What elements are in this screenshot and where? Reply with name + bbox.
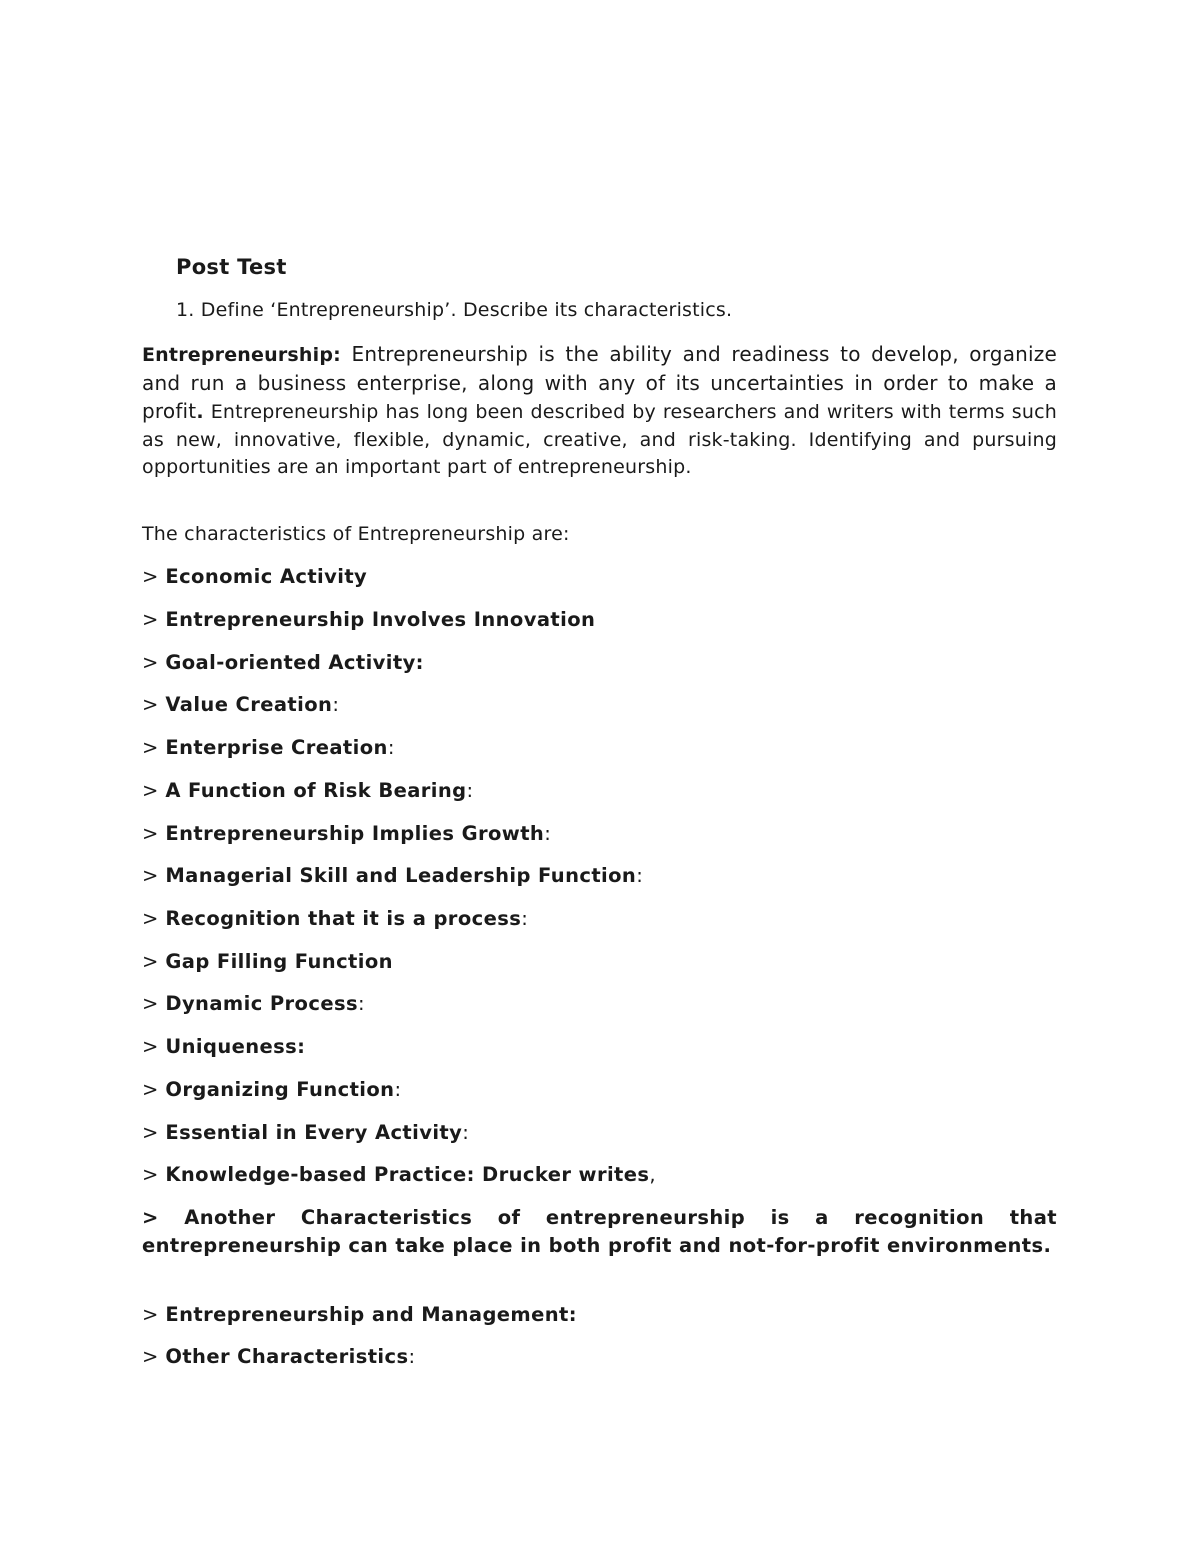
characteristic-item [142, 1345, 415, 1368]
characteristic-label: Entrepreneurship Involves Innovation [165, 608, 596, 631]
characteristic-label: Another Characteristics of entrepreneurship is a recognition that entrepreneurship can take place in both profit and not-for-profit environments. [142, 1206, 1057, 1257]
definition-term: Entrepreneurship: [142, 344, 341, 366]
definition-rest: Entrepreneurship has long been described by researchers and writers with terms such as new, innovative, flexible, dynamic, creative, and risk-taking. Identifying and pursuing opportunities are an important part of entrepreneurship. [142, 401, 1057, 478]
characteristic-suffix: : [544, 822, 552, 845]
characteristic-label: Organizing Function [165, 1078, 395, 1101]
characteristic-label: Recognition that it is a process [165, 907, 522, 930]
characteristic-label: Economic Activity [165, 565, 368, 588]
characteristic-label: Goal-oriented Activity: [165, 651, 424, 674]
characteristic-label: Dynamic Process [165, 992, 358, 1015]
characteristic-label: Managerial Skill and Leadership Function [165, 864, 637, 887]
characteristic-item [142, 1303, 577, 1326]
arrow-marker: > [142, 1303, 159, 1326]
characteristic-label: Value Creation [165, 693, 333, 716]
characteristic-label: Knowledge-based Practice: Drucker writes [165, 1163, 650, 1186]
characteristic-suffix: : [394, 1078, 402, 1101]
characteristics-intro: The characteristics of Entrepreneurship are: [142, 523, 570, 545]
arrow-marker: > [142, 1345, 159, 1368]
characteristic-item [142, 992, 365, 1015]
characteristic-label: Uniqueness: [165, 1035, 306, 1058]
characteristic-item [142, 565, 367, 588]
characteristic-item-long [142, 1204, 1057, 1259]
characteristic-suffix: , [649, 1163, 657, 1186]
page-title: Post Test [176, 255, 287, 279]
arrow-marker: > [142, 1163, 159, 1186]
characteristic-item [142, 1078, 401, 1101]
characteristic-label: A Function of Risk Bearing [165, 779, 467, 802]
characteristic-suffix: : [636, 864, 644, 887]
characteristic-label: Essential in Every Activity [165, 1121, 463, 1144]
definition-period: . [196, 401, 204, 423]
arrow-marker: > [142, 992, 159, 1015]
arrow-marker: > [142, 1206, 159, 1229]
arrow-marker: > [142, 651, 159, 674]
arrow-marker: > [142, 565, 159, 588]
characteristic-item [142, 1163, 656, 1186]
characteristic-item [142, 1121, 469, 1144]
definition-paragraph [142, 341, 1057, 482]
characteristic-suffix: : [466, 779, 474, 802]
characteristic-item [142, 651, 424, 674]
arrow-marker: > [142, 1078, 159, 1101]
characteristic-suffix: : [332, 693, 340, 716]
question-text: 1. Define ‘Entrepreneurship’. Describe its characteristics. [176, 299, 733, 321]
arrow-marker: > [142, 779, 159, 802]
characteristic-suffix: : [408, 1345, 416, 1368]
characteristic-suffix: : [521, 907, 529, 930]
characteristic-item [142, 907, 528, 930]
characteristic-item [142, 779, 474, 802]
arrow-marker: > [142, 693, 159, 716]
characteristic-label: Enterprise Creation [165, 736, 388, 759]
characteristic-item [142, 950, 393, 973]
arrow-marker: > [142, 864, 159, 887]
characteristic-label: Other Characteristics [165, 1345, 409, 1368]
characteristic-item [142, 1035, 305, 1058]
arrow-marker: > [142, 1035, 159, 1058]
characteristic-suffix: : [462, 1121, 470, 1144]
characteristic-label: Entrepreneurship Implies Growth [165, 822, 545, 845]
arrow-marker: > [142, 822, 159, 845]
characteristic-item [142, 736, 395, 759]
characteristic-suffix: : [387, 736, 395, 759]
arrow-marker: > [142, 1121, 159, 1144]
characteristic-label: Gap Filling Function [165, 950, 393, 973]
arrow-marker: > [142, 736, 159, 759]
characteristic-item [142, 693, 339, 716]
characteristic-item [142, 822, 551, 845]
characteristic-item [142, 608, 595, 631]
characteristic-label: Entrepreneurship and Management: [165, 1303, 577, 1326]
definition-lead: Entrepreneurship is the ability and readiness to develop, organize and run a business enterprise, along with any of its uncertainties in order to make a profit [142, 342, 1057, 423]
characteristic-suffix: : [357, 992, 365, 1015]
arrow-marker: > [142, 950, 159, 973]
arrow-marker: > [142, 608, 159, 631]
characteristic-item [142, 864, 643, 887]
arrow-marker: > [142, 907, 159, 930]
